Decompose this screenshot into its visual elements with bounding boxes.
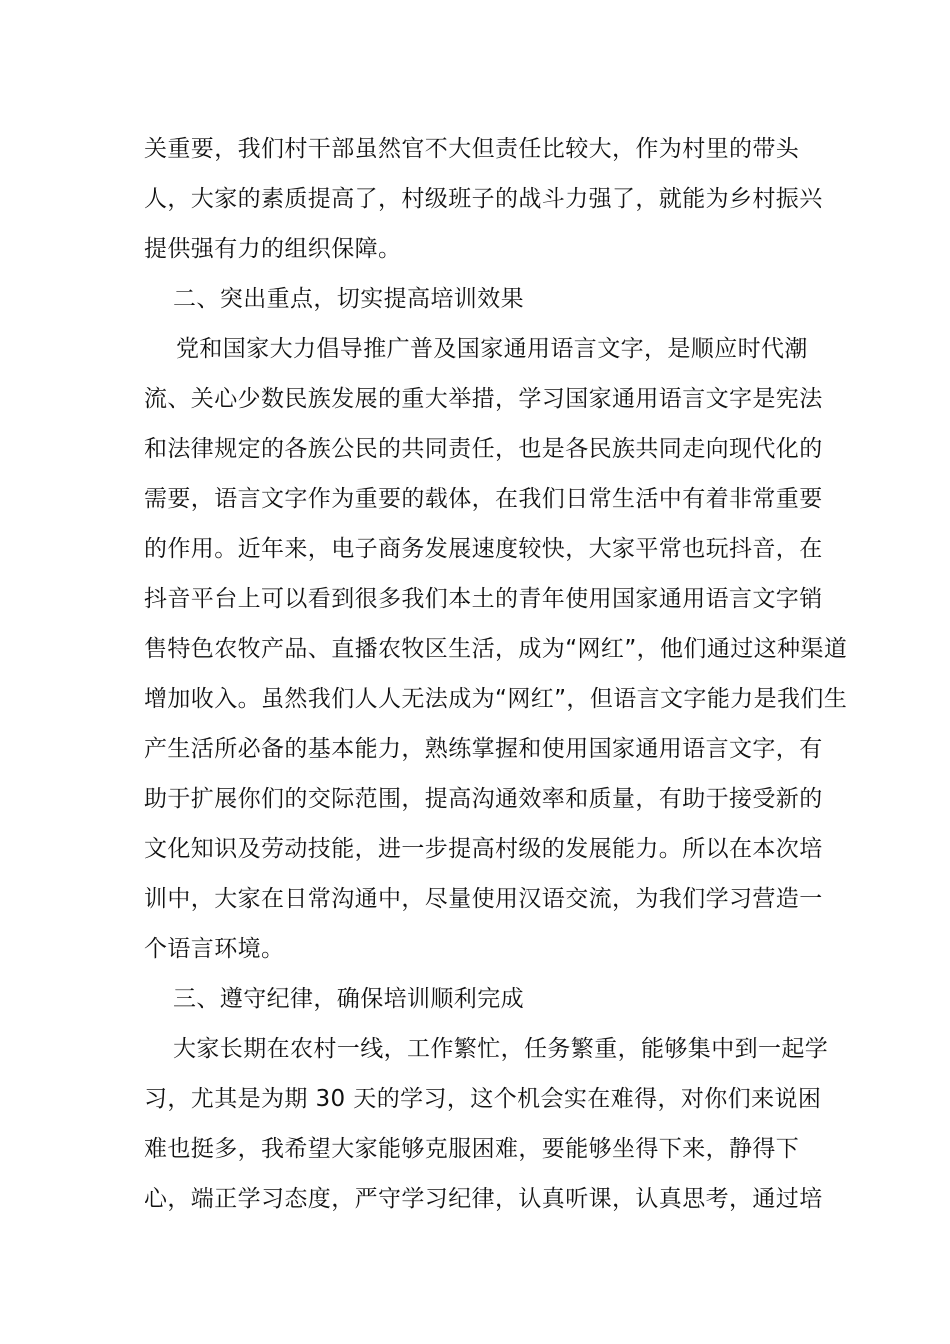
body-text-line: 党和国家大力倡导推广普及国家通用语言文字，是顺应时代潮 — [176, 336, 808, 362]
body-text-line: 和法律规定的各族公民的共同责任，也是各民族共同走向现代化的 — [144, 436, 823, 462]
section-heading: 二、突出重点，切实提高培训效果 — [173, 286, 524, 312]
body-text-line: 难也挺多，我希望大家能够克服困难，要能够坐得下来，静得下 — [144, 1136, 800, 1162]
body-text-line: 个语言环境。 — [144, 936, 285, 962]
body-text-line: 提供强有力的组织保障。 — [144, 236, 402, 262]
body-text-line: 训中，大家在日常沟通中，尽量使用汉语交流，为我们学习营造一 — [144, 886, 823, 912]
body-text-line: 的作用。近年来，电子商务发展速度较快，大家平常也玩抖音，在 — [144, 536, 823, 562]
body-text-line: 关重要，我们村干部虽然官不大但责任比较大，作为村里的带头 — [144, 136, 800, 162]
body-text-line: 助于扩展你们的交际范围，提高沟通效率和质量，有助于接受新的 — [144, 786, 823, 812]
body-text-line: 售特色农牧产品、直播农牧区生活，成为“网红”，他们通过这种渠道 — [144, 636, 848, 662]
body-text-line: 文化知识及劳动技能，进一步提高村级的发展能力。所以在本次培 — [144, 836, 823, 862]
body-text-line: 习，尤其是为期 30 天的学习，这个机会实在难得，对你们来说困 — [144, 1086, 822, 1112]
body-text-line: 心，端正学习态度，严守学习纪律，认真听课，认真思考，通过培 — [144, 1186, 823, 1212]
body-text-line: 增加收入。虽然我们人人无法成为“网红”，但语言文字能力是我们生 — [144, 686, 848, 712]
section-heading: 三、遵守纪律，确保培训顺利完成 — [173, 986, 524, 1012]
body-text-line: 产生活所必备的基本能力，熟练掌握和使用国家通用语言文字，有 — [144, 736, 823, 762]
body-text-line: 人，大家的素质提高了，村级班子的战斗力强了，就能为乡村振兴 — [144, 186, 823, 212]
body-text-line: 抖音平台上可以看到很多我们本土的青年使用国家通用语言文字销 — [144, 586, 823, 612]
body-text-line: 需要，语言文字作为重要的载体，在我们日常生活中有着非常重要 — [144, 486, 823, 512]
body-text-line: 大家长期在农村一线，工作繁忙，任务繁重，能够集中到一起学 — [173, 1036, 829, 1062]
body-text-line: 流、关心少数民族发展的重大举措，学习国家通用语言文字是宪法 — [144, 386, 823, 412]
